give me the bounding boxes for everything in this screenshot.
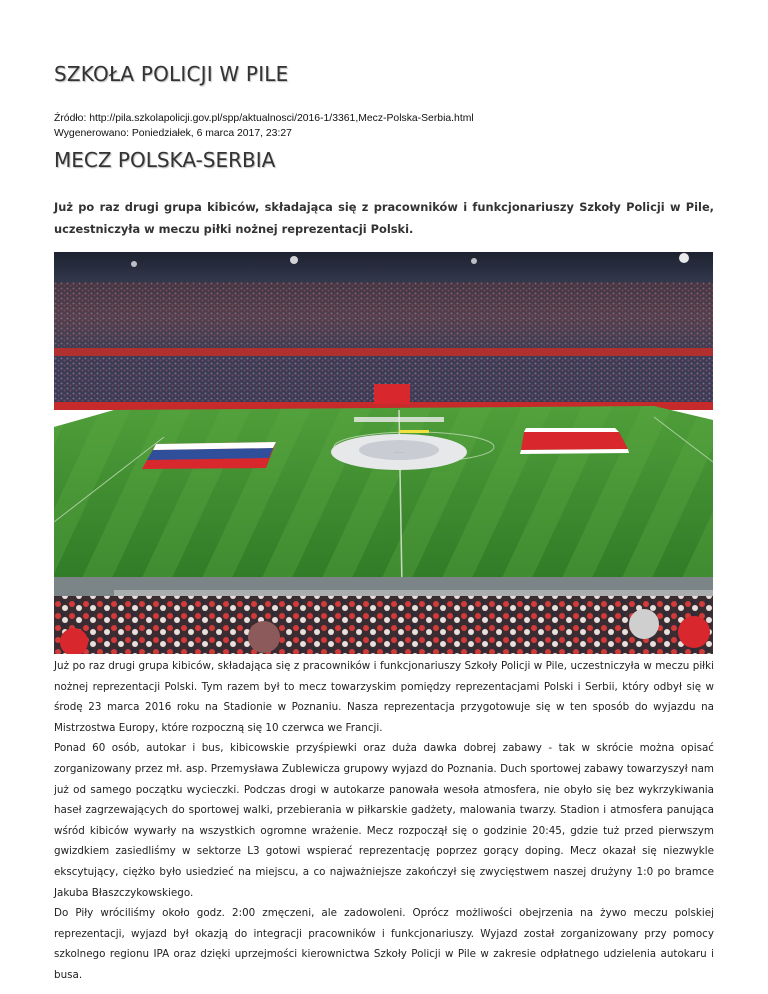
stadium-photo-icon — [54, 252, 713, 654]
article-body — [54, 656, 714, 986]
site-title: SZKOŁA POLICJI W PILE — [54, 62, 289, 86]
article-paragraph: Ponad 60 osób, autokar i bus, kibicowskie przyśpiewki oraz duża dawka dobrej zabawy - tak w skrócie można opisać zorganizowany przez mł. asp. Przemysława Zublewicza grupowy wyjazd do Poznania. Duch sportowej zabawy towarzyszył nam już od samego początku wycieczki. Podczas drogi w autokarze panowała wesoła atmosfera, nie obyło się bez wykrzykiwania haseł zagrzewających do sportowej walki, przebierania w piłkarskie gadżety, malowania twarzy. Stadion i atmosfera panująca wśród kibiców wywarły na wszystkich ogromne wrażenie. Mecz rozpoczął się o godzinie 20:45, gdzie tuż przed pierwszym gwizdkiem zasiedliśmy w sektorze L3 gotowi wspierać reprezentację poprzez gorący doping. Mecz okazał się niezwykle ekscytujący, ciężko było usiedzieć na miejscu, a co najważniejsze zakończył się zwycięstwem naszej drużyny 1:0 po bramce Jakuba Błaszczykowskiego. — [54, 742, 714, 899]
article-paragraph: Do Piły wróciliśmy około godz. 2:00 zmęczeni, ale zadowoleni. Oprócz możliwości obejrzenia na żywo meczu polskiej reprezentacji, wyjazd był okazją do integracji pracowników i funkcjonariuszy. Wyjazd został zorganizowany przy pomocy szkolnego regionu IPA oraz dzięki uprzejmości kierownictwa Szkoły Policji w Pile w zakresie odpłatnego udzielenia autokaru i busa. — [54, 907, 714, 981]
generated-line: Wygenerowano: Poniedziałek, 6 marca 2017, 23:27 — [54, 128, 292, 139]
source-line: Źródło: http://pila.szkolapolicji.gov.pl/spp/aktualnosci/2016-1/3361,Mecz-Polska-Serbia.html — [54, 113, 474, 124]
article-title: MECZ POLSKA-SERBIA — [54, 148, 276, 172]
document-meta — [54, 111, 474, 141]
article-lead: Już po raz drugi grupa kibiców, składająca się z pracowników i funkcjonariuszy Szkoły Policji w Pile, uczestniczyła w meczu piłki nożnej reprezentacji Polski. — [54, 200, 714, 236]
article-paragraph: Już po raz drugi grupa kibiców, składająca się z pracowników i funkcjonariuszy Szkoły Policji w Pile, uczestniczyła w meczu piłki nożnej reprezentacji Polski. Tym razem był to mecz towarzyskim pomiędzy reprezentacjami Polski i Serbii, który odbył się w środę 23 marca 2016 roku na Stadionie w Poznaniu. Nasza reprezentacja przygotowuje się w ten sposób do wyjazdu na Mistrzostwa Europy, które rozpoczną się 10 czerwca we Francji. — [54, 660, 714, 734]
svg-text:····: ···· — [394, 449, 404, 457]
